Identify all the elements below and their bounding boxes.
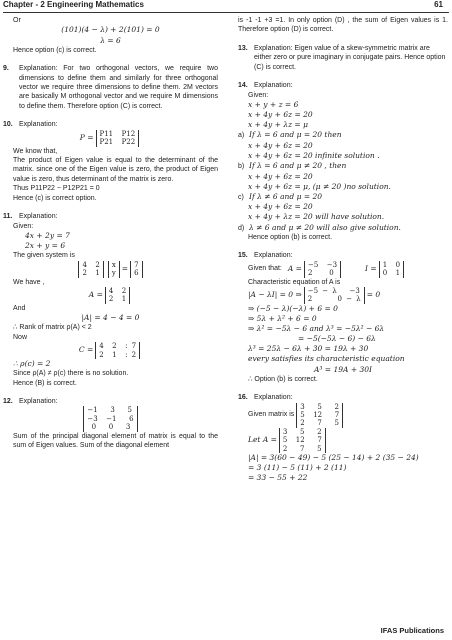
matrix-p <box>96 130 140 147</box>
q13-number: 13. <box>238 44 248 52</box>
matrix-label: A = <box>88 290 103 300</box>
matrix-row: 2 1 <box>108 295 127 304</box>
matrix-label: Let A = <box>248 435 277 445</box>
q16-number: 16. <box>238 394 248 402</box>
matrix-c <box>95 342 140 359</box>
equation: x + 4y + λz = 20 will have solution. <box>248 212 385 222</box>
matrix-row: 5 12 7 <box>282 436 322 445</box>
q13-text: Explanation: Eigen value of a skew-symmetric matrix are either zero or pure imaginary in conjugate pairs. Hence option (C) is correct. <box>254 44 446 71</box>
q9-number: 9. <box>3 65 9 73</box>
char-label: Characteristic equation of A is <box>248 278 341 286</box>
equation: If λ ≠ 6 and μ = 20 <box>249 191 323 201</box>
q11-number: 11. <box>3 213 13 221</box>
equation: A³ = 19A + 30I <box>314 364 372 374</box>
we-have: We have , <box>13 278 45 286</box>
matrix-x <box>108 261 120 278</box>
matrix-row: P21 P22 <box>99 138 136 147</box>
page-number: 61 <box>434 0 443 9</box>
equation: ⇒ λ² = −5λ − 6 and λ³ = −5λ² − 6λ <box>248 324 385 334</box>
matrix-a <box>78 261 103 278</box>
q16-title: Explanation: <box>254 394 293 402</box>
q10-text: The product of Eigen value is equal to the determinant of the matrix. since one of the Eigen value is zero, the product of Eigen value is zero, thus determinant of the matrix is zero. <box>13 156 218 183</box>
equation: = 0 <box>366 290 381 300</box>
equation: x + y + z = 6 <box>248 100 299 110</box>
chapter-title: Chapter - 2 Engineering Mathematics <box>3 0 144 9</box>
matrix-char <box>304 287 365 304</box>
matrix-row: 2 0 − λ <box>307 295 361 304</box>
matrix-label: A = <box>287 264 302 274</box>
q11-block: 11. Explanation: Given: 4x + 2y = 7 2x + y = 6 The given system is 4 2 2 1 x y = 7 6 We have , A = 4 2 2 1 And |A| = 4 − 4 = 0 ∴ Rank of matrix ρ(A) < 2 Now C = 4 2 : 7 2 1 : 2 ∴ ρ(c) = 2 Since ρ(A) ≠ ρ(c) there is no solution. Hence (B) is correct. <box>3 212 218 388</box>
given-label: Given matrix is <box>248 411 295 419</box>
equation: ⇒ 5λ + λ² + 6 = 0 <box>248 313 317 323</box>
matrix-row: 2 7 5 <box>300 419 340 428</box>
q13-block <box>238 44 448 72</box>
matrix-label: I = <box>365 264 377 274</box>
equation: x + 4y + λz = μ <box>248 120 308 130</box>
case-label: d) <box>238 224 245 232</box>
matrix-label: C = <box>78 345 94 355</box>
rank-text: ∴ Rank of matrix ρ(A) < 2 <box>13 324 92 332</box>
given-label: Given that: <box>248 265 282 273</box>
equation: x + 4y + 6z = 20 <box>248 202 313 212</box>
q12-block <box>3 397 218 450</box>
matrix-row: 6 <box>134 269 139 278</box>
right-column <box>238 16 448 483</box>
equation: = 3 (11) − 5 (11) + 2 (11) <box>248 463 347 473</box>
equation: 4x + 2y = 7 <box>25 231 70 241</box>
matrix-row: x <box>111 260 116 269</box>
matrix-row: 1 0 <box>382 260 401 269</box>
equation: = −5(−5λ − 6) − 6λ <box>298 334 376 344</box>
matrix-row: 2 1 <box>82 269 100 278</box>
and-label: And <box>13 304 26 312</box>
intro-or: Or <box>13 17 21 24</box>
matrix-row: 3 5 2 <box>282 427 322 436</box>
conclusion: Hence (B) is correct. <box>13 379 77 387</box>
conclusion: Hence option (c) is correct. <box>13 46 97 54</box>
equation: If λ = 6 and μ ≠ 20 , then <box>249 161 347 171</box>
equation: λ ≠ 6 and μ ≠ 20 will also give solution. <box>249 222 401 232</box>
matrix-b <box>130 261 142 278</box>
equation: = 33 − 55 + 22 <box>248 473 308 483</box>
matrix-row: 2 0 <box>307 269 334 278</box>
page-header <box>3 0 449 13</box>
matrix-a <box>304 261 341 278</box>
q11-title: Explanation: <box>19 213 58 221</box>
q15-title: Explanation: <box>254 252 293 260</box>
q14-number: 14. <box>238 82 248 90</box>
equation: λ³ = 25λ − 6λ + 30 = 19λ + 30 <box>248 344 369 354</box>
q12-number: 12. <box>3 397 13 405</box>
matrix-row: y <box>111 269 116 278</box>
q10-know: We know that, <box>13 147 58 155</box>
q9-block <box>3 64 218 111</box>
since-text: Since ρ(A) ≠ ρ(c) there is no solution. <box>13 370 129 378</box>
equation: x + 4y + 6z = 20 <box>248 171 313 181</box>
q10-thus: Thus P11P22 − P12P21 = 0 <box>13 185 100 193</box>
matrix-row: P11 P12 <box>99 129 136 138</box>
equation: 2x + y = 6 <box>25 241 66 251</box>
matrix-row: 0 0 3 <box>87 423 131 432</box>
matrix-row: 5 12 7 <box>300 410 340 419</box>
equation: x + 4y + 6z = 20 <box>248 110 313 120</box>
matrix-row: −3 −1 6 <box>87 414 134 423</box>
equation: |A − λI| = 0 ⇒ <box>248 290 302 300</box>
matrix-row: 7 <box>134 260 139 269</box>
matrix-row: 2 1 : 2 <box>99 350 137 359</box>
system-label: The given system is <box>13 252 75 260</box>
matrix-label: P = <box>79 133 94 143</box>
conclusion: ∴ Option (b) is correct. <box>248 375 318 383</box>
case-label: a) <box>238 132 245 140</box>
matrix-m <box>83 406 137 431</box>
q10-number: 10. <box>3 121 13 129</box>
q12-title: Explanation: <box>19 397 58 405</box>
equation: x + 4y + 6z = 20 infinite solution . <box>248 151 380 160</box>
q15-block <box>238 251 448 384</box>
equation: |A| = 3(60 − 49) − 5 (25 − 14) + 2 (35 − 24) <box>248 452 419 462</box>
equation: λ = 6 <box>100 35 121 45</box>
equation: every satisfies its characteristic equation <box>248 354 405 364</box>
conclusion: Hence (c) is correct option. <box>13 194 97 202</box>
matrix-a <box>279 428 326 453</box>
q14-block <box>238 81 448 242</box>
case-label: c) <box>238 193 244 201</box>
matrix-row: 4 2 : 7 <box>99 342 137 351</box>
matrix-row: −5 −3 <box>307 260 338 269</box>
equation: (101)(4 − λ) + 2(101) = 0 <box>61 25 160 35</box>
q12-text: Sum of the principal diagonal element of matrix is equal to the sum of Eigen values. Sum of the diagonal element <box>13 432 218 449</box>
given-label: Given: <box>248 91 269 99</box>
q10-title: Explanation: <box>19 121 58 129</box>
matrix-row: 4 2 <box>82 260 100 269</box>
q14-title: Explanation: <box>254 82 293 90</box>
q15-number: 15. <box>238 252 248 260</box>
q9-text: Explanation: For two orthogonal vectors, we require two dimensions to define them and similarly for three orthogonal vector we require three dimensions to define them. 2M vectors are basically M orthogonal vector and we require M dimensions to define them. Therefore option (C) is correct. <box>19 65 218 110</box>
matrix-a <box>105 287 130 304</box>
case-label: b) <box>238 163 245 171</box>
publisher-footer: IFAS Publications <box>380 626 444 635</box>
equation: If λ = 6 and μ = 20 then <box>249 130 342 140</box>
left-column <box>3 16 218 450</box>
now-label: Now <box>13 333 28 341</box>
matrix-row: −5 − λ −3 <box>307 287 360 296</box>
matrix-i <box>379 261 404 278</box>
matrix-row: −1 3 5 <box>87 406 132 415</box>
matrix-given <box>296 403 343 428</box>
equation: ⇒ (−5 − λ)(−λ) + 6 = 0 <box>248 303 338 313</box>
continued-text: is -1 -1 +3 =1. In only option (D) , the sum of Eigen values is 1. Therefore option (D) is correct. <box>238 17 448 34</box>
equation: ∴ ρ(c) = 2 <box>13 358 51 368</box>
equation: |A| = 4 − 4 = 0 <box>81 313 140 323</box>
q16-block <box>238 393 448 483</box>
matrix-row: 3 5 2 <box>300 402 340 411</box>
given-label: Given: <box>13 222 34 230</box>
matrix-row: 4 2 <box>108 286 127 295</box>
matrix-row: 0 1 <box>382 269 401 278</box>
matrix-row: 2 7 5 <box>282 444 322 453</box>
conclusion: Hence option (b) is correct. <box>248 233 333 241</box>
q10-block <box>3 120 218 203</box>
equation: x + 4y + 6z = 20 <box>248 140 313 150</box>
equation: x + 4y + 6z = μ, (μ ≠ 20 )no solution. <box>248 181 391 191</box>
